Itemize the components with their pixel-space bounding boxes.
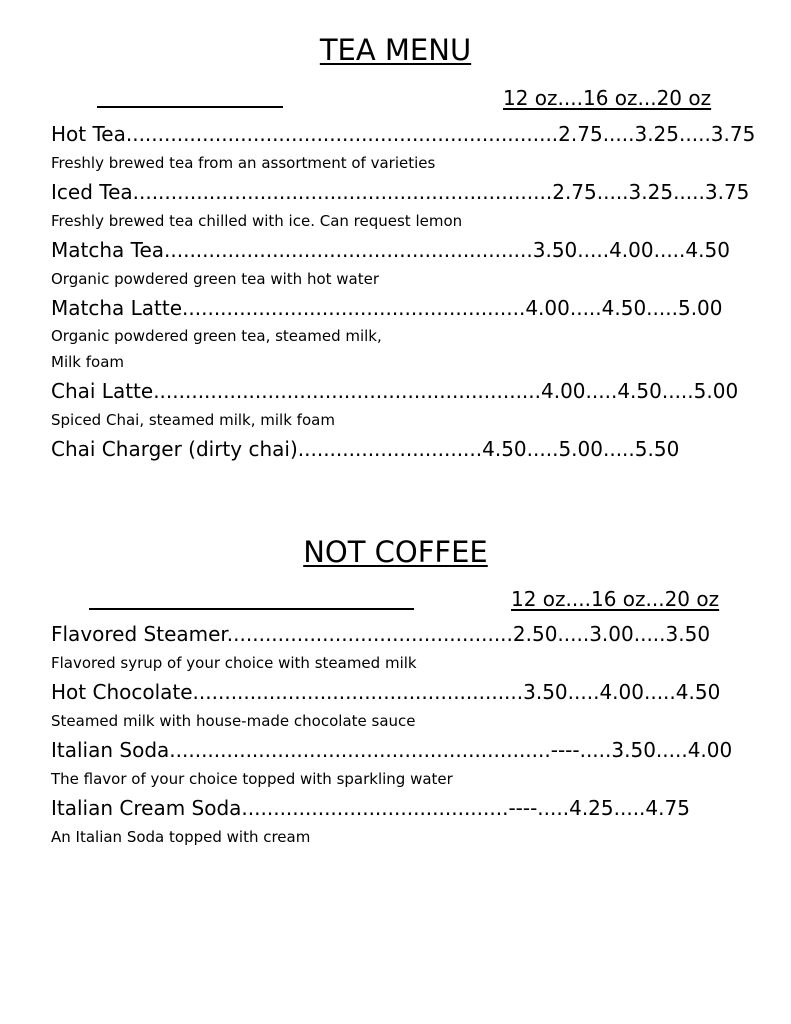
menu-item-italian-soda: Italian Soda............................................................----.....3.50.....4.00 <box>51 738 733 762</box>
menu-item-iced-tea: Iced Tea..................................................................2.75.....3.25.....3.75 <box>51 180 750 204</box>
menu-desc-matcha-tea: Organic powdered green tea with hot water <box>51 270 380 288</box>
tea-menu-title: TEA MENU <box>319 33 472 67</box>
menu-desc-hot-tea: Freshly brewed tea from an assortment of varieties <box>51 154 436 172</box>
tea-size-header: 12 oz....16 oz...20 oz <box>503 86 712 110</box>
not-coffee-size-header: 12 oz....16 oz...20 oz <box>511 587 720 611</box>
menu-item-matcha-latte: Matcha Latte......................................................4.00.....4.50.....5.00 <box>51 296 723 320</box>
menu-desc-iced-tea: Freshly brewed tea chilled with ice. Can request lemon <box>51 212 463 230</box>
menu-desc-italian-soda: The flavor of your choice topped with sparkling water <box>51 770 453 788</box>
menu-item-hot-tea: Hot Tea....................................................................2.75.....3.25.....3.75 <box>51 122 756 146</box>
menu-desc-matcha-latte-1: Organic powdered green tea, steamed milk, <box>51 327 382 345</box>
not-coffee-header-rule <box>89 608 414 610</box>
menu-desc-hot-chocolate: Steamed milk with house-made chocolate sauce <box>51 712 416 730</box>
menu-desc-flavored-steamer: Flavored syrup of your choice with steamed milk <box>51 654 417 672</box>
menu-desc-matcha-latte-2: Milk foam <box>51 353 124 371</box>
menu-desc-italian-cream-soda: An Italian Soda topped with cream <box>51 828 311 846</box>
not-coffee-title: NOT COFFEE <box>303 535 488 569</box>
tea-header-rule <box>97 106 283 108</box>
menu-item-chai-charger: Chai Charger (dirty chai).............................4.50.....5.00.....5.50 <box>51 437 680 461</box>
menu-item-matcha-tea: Matcha Tea..........................................................3.50.....4.00.....4.50 <box>51 238 730 262</box>
menu-item-italian-cream-soda: Italian Cream Soda..........................................----.....4.25.....4.75 <box>51 796 690 820</box>
menu-desc-chai-latte: Spiced Chai, steamed milk, milk foam <box>51 411 335 429</box>
menu-item-flavored-steamer: Flavored Steamer.............................................2.50.....3.00.....3.50 <box>51 622 711 646</box>
menu-item-chai-latte: Chai Latte.............................................................4.00.....4.50.....5.00 <box>51 379 739 403</box>
menu-item-hot-chocolate: Hot Chocolate....................................................3.50.....4.00.....4.50 <box>51 680 721 704</box>
